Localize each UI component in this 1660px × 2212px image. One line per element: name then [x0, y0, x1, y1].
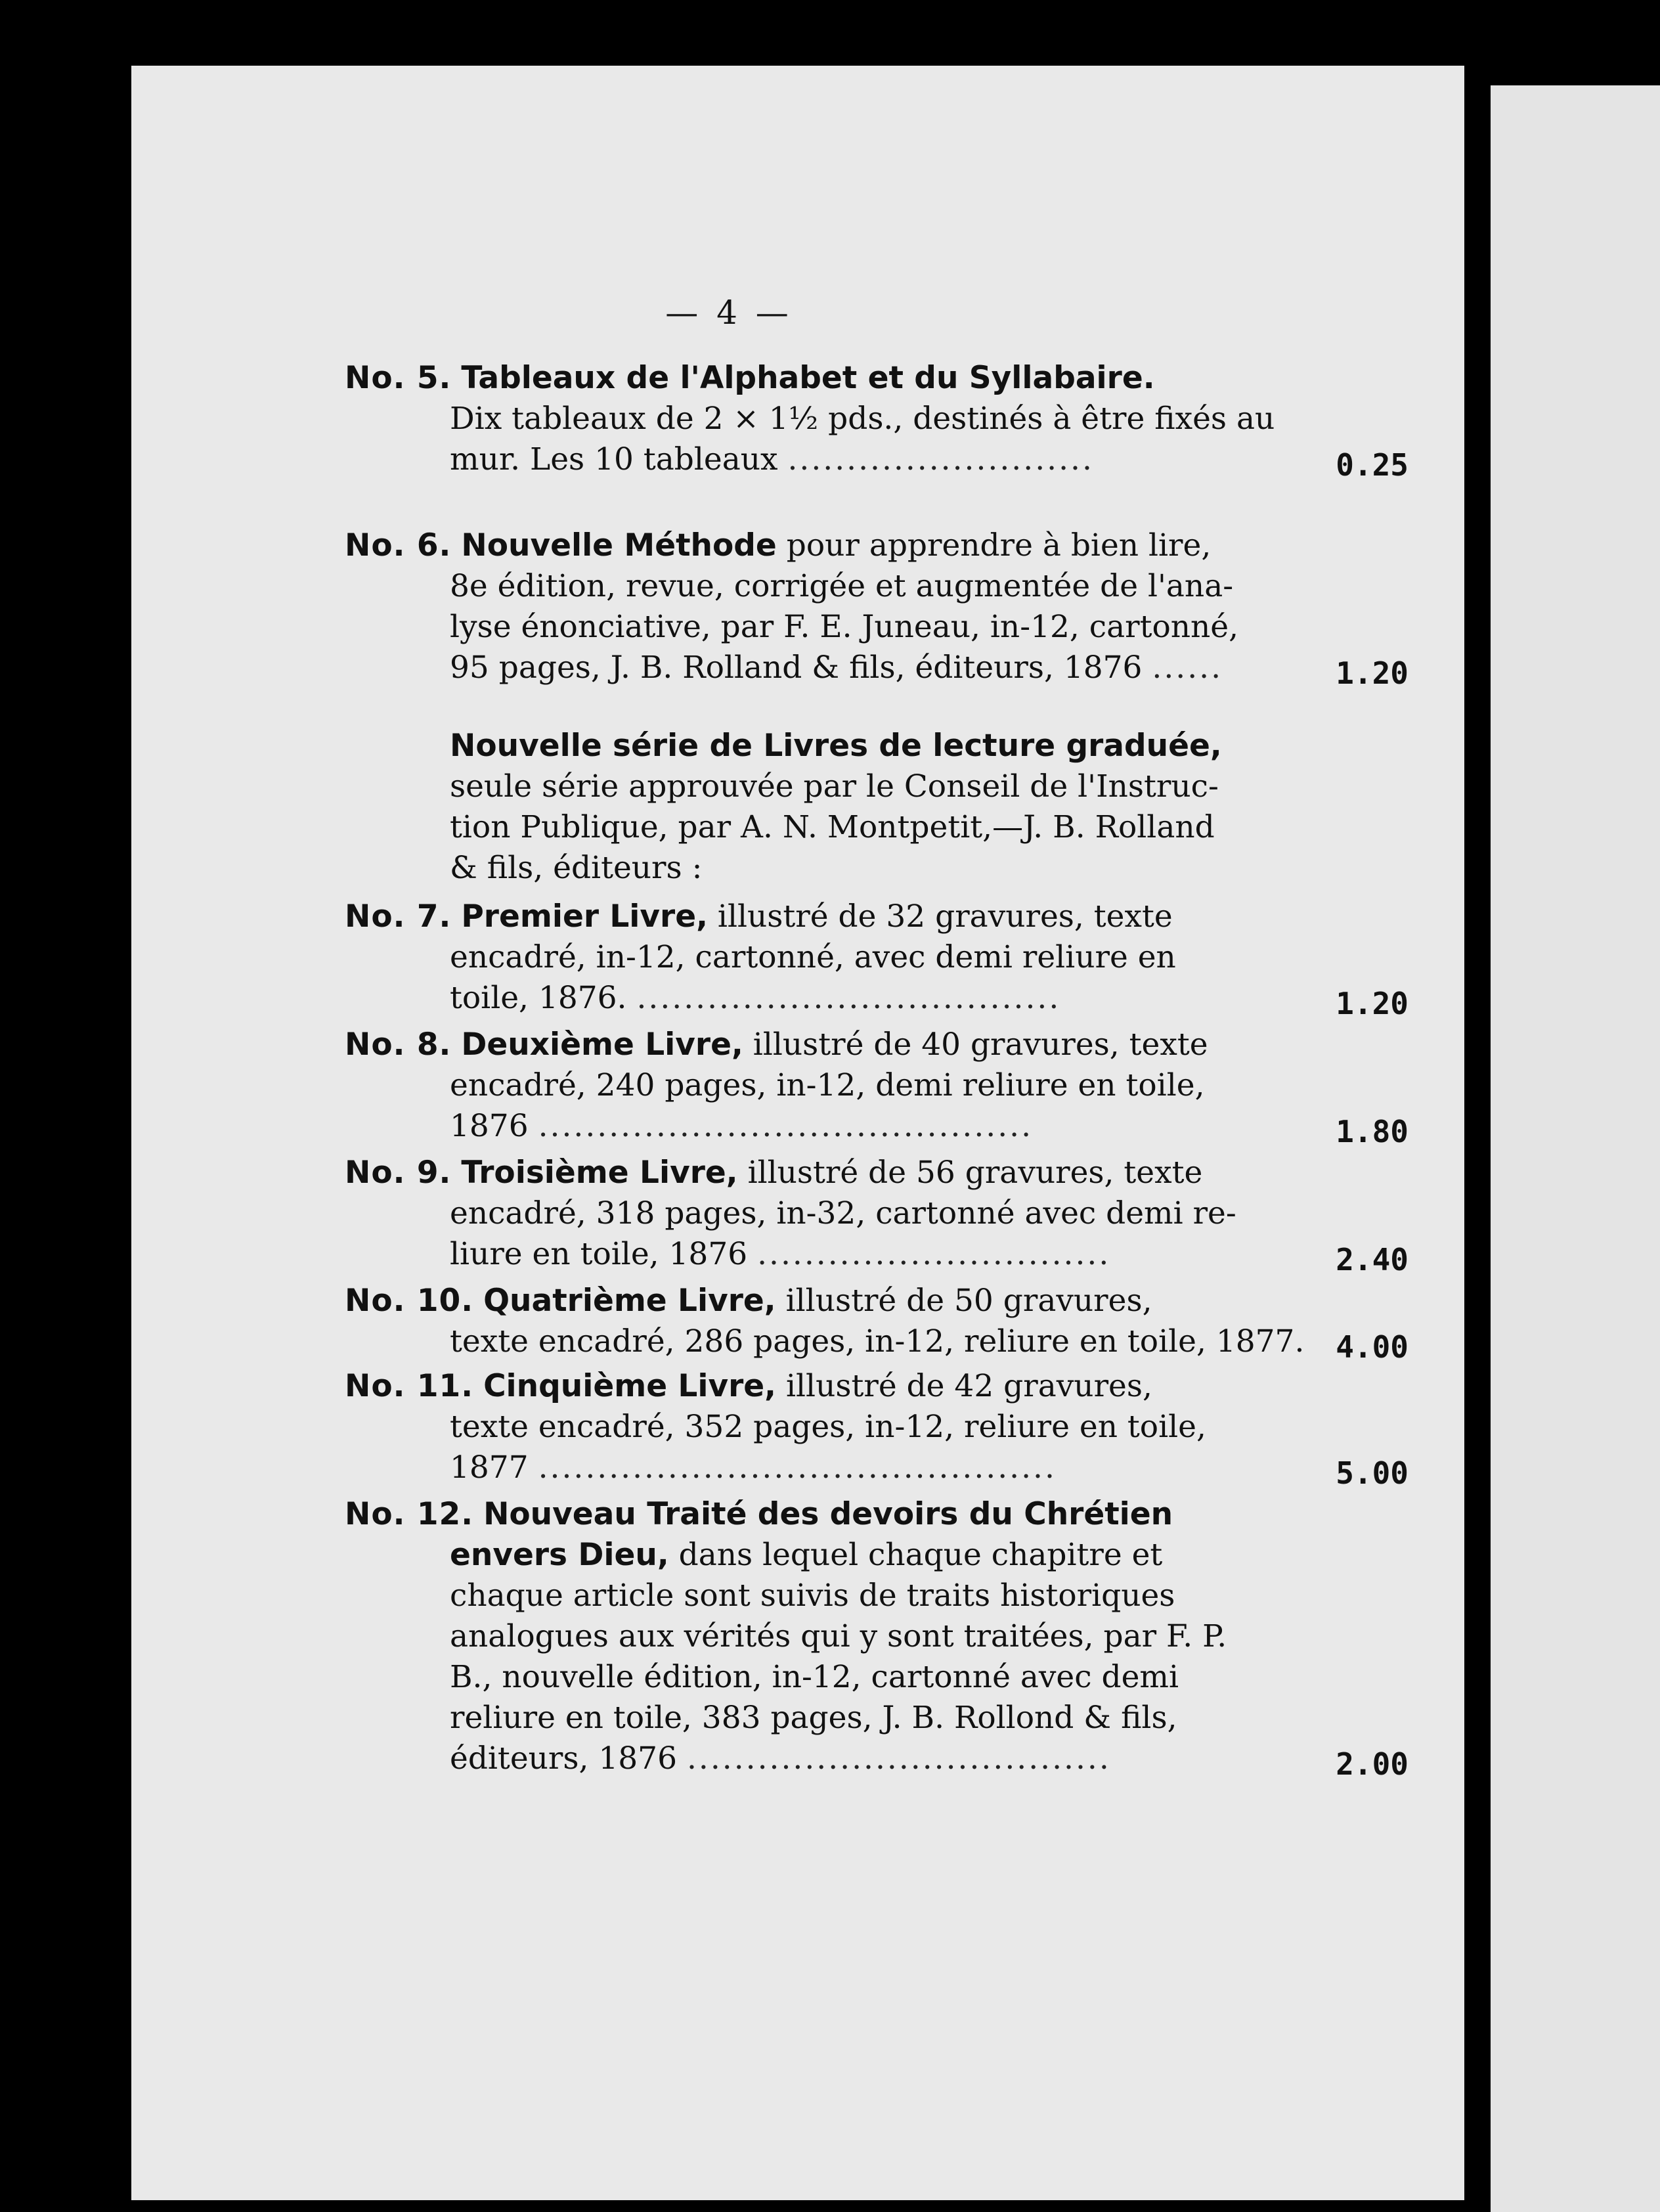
dot-leader: .................................... [686, 1740, 1111, 1777]
entry-line: seule série approuvée par le Conseil de l'Instruc- [450, 768, 1219, 805]
entry-number: No. 8. [345, 1027, 452, 1063]
catalogue-entry-11 [345, 1366, 1409, 1491]
entry-title: Quatrième Livre, [483, 1283, 776, 1319]
entry-line: chaque article sont suivis de traits historiques [450, 1578, 1175, 1614]
entry-title: Cinquième Livre, [483, 1368, 777, 1404]
entry-line: 8e édition, revue, corrigée et augmentée de l'ana- [450, 568, 1234, 604]
series-title: Nouvelle série de Livres de lecture graduée, [450, 728, 1222, 764]
entry-title: Premier Livre, [461, 898, 708, 935]
entry-price: 2.40 [1336, 1242, 1409, 1277]
series-heading [345, 726, 1409, 889]
entry-price: 1.80 [1336, 1114, 1409, 1149]
catalogue-entry-9 [345, 1153, 1409, 1275]
entry-line: mur. Les 10 tableaux [450, 441, 778, 477]
entry-line: texte encadré, 352 pages, in-12, reliure en toile, [450, 1409, 1206, 1445]
entry-price: 0.25 [1336, 447, 1409, 483]
adjacent-page [1491, 85, 1660, 2212]
entry-number: No. 10. [345, 1283, 474, 1319]
dot-leader: .............................. [757, 1236, 1111, 1272]
entry-title: Tableaux de l'Alphabet et du Syllabaire. [461, 360, 1155, 396]
entry-line: Dix tableaux de 2 × 1½ pds., destinés à être fixés au [450, 401, 1275, 437]
dot-leader: .................................... [636, 980, 1061, 1016]
entry-title-rest: illustré de 32 gravures, texte [707, 898, 1173, 935]
entry-title-continued: envers Dieu, [450, 1537, 669, 1573]
entry-number: No. 11. [345, 1368, 474, 1404]
entry-number: No. 6. [345, 527, 452, 564]
entry-line: & fils, éditeurs : [450, 850, 703, 886]
catalogue-entry-12 [345, 1494, 1409, 1782]
entry-line: 1877 [450, 1449, 529, 1486]
entry-price: 5.00 [1336, 1455, 1409, 1491]
catalogue-entry-6 [345, 525, 1409, 691]
catalogue-entry-8 [345, 1025, 1409, 1147]
entry-line: tion Publique, par A. N. Montpetit,—J. B. Rolland [450, 809, 1215, 845]
entry-line: liure en toile, 1876 [450, 1236, 748, 1272]
dot-leader: ............................................ [538, 1449, 1057, 1486]
page-number: — 4 — [665, 294, 793, 332]
entry-price: 1.20 [1336, 655, 1409, 691]
entry-price: 1.20 [1336, 986, 1409, 1021]
entry-title: Troisième Livre, [461, 1155, 738, 1191]
dot-leader: ...... [1152, 650, 1223, 686]
entry-line: 95 pages, J. B. Rolland & fils, éditeurs, 1876 [450, 650, 1143, 686]
entry-title-rest: illustré de 40 gravures, texte [743, 1027, 1208, 1063]
entry-line: 1876 [450, 1108, 529, 1144]
catalogue-entry-7 [345, 896, 1409, 1019]
entry-number: No. 7. [345, 898, 452, 935]
entry-title: Nouveau Traité des devoirs du Chrétien [483, 1496, 1173, 1532]
entry-line: analogues aux vérités qui y sont traitées, par F. P. [450, 1618, 1227, 1654]
entry-title: Nouvelle Méthode [461, 527, 777, 564]
entry-title-rest: pour apprendre à bien lire, [776, 527, 1212, 564]
dot-leader: .......................... [787, 441, 1094, 477]
entry-title: Deuxième Livre, [461, 1027, 743, 1063]
entry-line: toile, 1876. [450, 980, 627, 1016]
entry-price: 4.00 [1336, 1329, 1409, 1365]
entry-number: No. 5. [345, 360, 452, 396]
entry-line: B., nouvelle édition, in-12, cartonné avec demi [450, 1659, 1179, 1695]
catalogue-entry-5 [345, 358, 1409, 483]
entry-line: lyse énonciative, par F. E. Juneau, in-12, cartonné, [450, 609, 1239, 645]
entry-number: No. 9. [345, 1155, 452, 1191]
entry-title-rest: illustré de 50 gravures, [775, 1283, 1152, 1319]
catalogue-page [131, 66, 1464, 2200]
entry-line: encadré, 318 pages, in-32, cartonné avec demi re- [450, 1195, 1236, 1231]
entry-line: éditeurs, 1876 [450, 1740, 677, 1777]
entry-title-rest: illustré de 56 gravures, texte [737, 1155, 1203, 1191]
entry-line: texte encadré, 286 pages, in-12, reliure en toile, 1877. [450, 1323, 1305, 1360]
entry-line: encadré, 240 pages, in-12, demi reliure en toile, [450, 1067, 1205, 1103]
entry-line: encadré, in-12, cartonné, avec demi reliure en [450, 939, 1176, 975]
entry-line: dans lequel chaque chapitre et [668, 1537, 1163, 1573]
catalogue-entry-10 [345, 1281, 1409, 1365]
entry-number: No. 12. [345, 1496, 474, 1532]
entry-price: 2.00 [1336, 1746, 1409, 1782]
dot-leader: .......................................... [538, 1108, 1034, 1144]
entry-line: reliure en toile, 383 pages, J. B. Rollond & fils, [450, 1700, 1177, 1736]
entry-title-rest: illustré de 42 gravures, [776, 1368, 1152, 1404]
